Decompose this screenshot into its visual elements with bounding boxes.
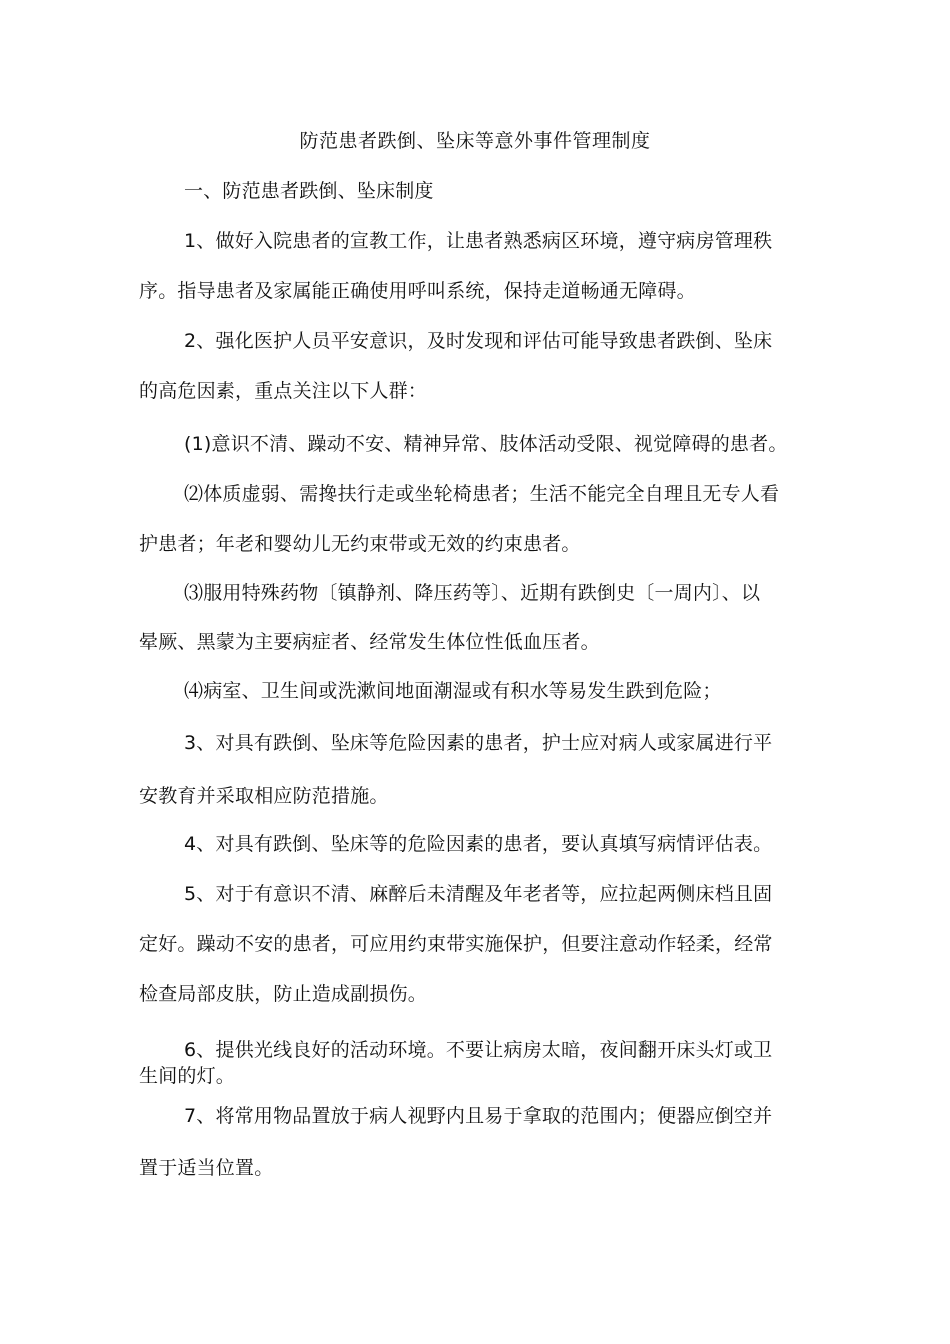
paragraph-line: 定好。躁动不安的患者，可应用约束带实施保护，但要注意动作轻柔，经常 bbox=[139, 933, 773, 955]
paragraph-line: 1、做好入院患者的宣教工作，让患者熟悉病区环境，遵守病房管理秩 bbox=[184, 230, 773, 252]
paragraph-line: 7、将常用物品置放于病人视野内且易于拿取的范围内；便器应倒空并 bbox=[184, 1105, 773, 1127]
list-item-line: ⑷病室、卫生间或洗漱间地面潮湿或有积水等易发生跌到危险； bbox=[184, 680, 722, 702]
paragraph-line: 2、强化医护人员平安意识，及时发现和评估可能导致患者跌倒、坠床 bbox=[184, 330, 773, 352]
list-item-line: 护患者；年老和婴幼儿无约束带或无效的约束患者。 bbox=[139, 533, 581, 555]
paragraph-line: 序。指导患者及家属能正确使用呼叫系统，保持走道畅通无障碍。 bbox=[139, 280, 696, 302]
list-item-line: ⑵体质虚弱、需搀扶行走或坐轮椅患者；生活不能完全自理且无专人看 bbox=[184, 483, 780, 505]
paragraph-line: 5、对于有意识不清、麻醉后未清醒及年老者等，应拉起两侧床档且固 bbox=[184, 883, 773, 905]
paragraph-line: 4、对具有跌倒、坠床等的危险因素的患者，要认真填写病情评估表。 bbox=[184, 833, 773, 855]
list-item-line: 晕厥、黑蒙为主要病症者、经常发生体位性低血压者。 bbox=[139, 631, 600, 653]
paragraph-line: 检查局部皮肤，防止造成副损伤。 bbox=[139, 983, 428, 1005]
paragraph-line: 的高危因素，重点关注以下人群： bbox=[139, 380, 428, 402]
list-item-line: ⑶服用特殊药物〔镇静剂、降压药等〕、近期有跌倒史〔一周内〕、以 bbox=[184, 582, 761, 604]
document-title: 防范患者跌倒、坠床等意外事件管理制度 bbox=[299, 130, 651, 152]
paragraph-line: 生间的灯。 bbox=[139, 1065, 236, 1087]
paragraph-line: 安教育并采取相应防范措施。 bbox=[139, 785, 389, 807]
paragraph-line: 3、对具有跌倒、坠床等危险因素的患者，护士应对病人或家属进行平 bbox=[184, 732, 773, 754]
paragraph-line: 6、提供光线良好的活动环境。不要让病房太暗，夜间翻开床头灯或卫 bbox=[184, 1039, 773, 1061]
paragraph-line: 置于适当位置。 bbox=[139, 1157, 274, 1179]
list-item-line: (1)意识不清、躁动不安、精神异常、肢体活动受限、视觉障碍的患者。 bbox=[184, 433, 788, 455]
section-heading: 一、防范患者跌倒、坠床制度 bbox=[184, 180, 434, 202]
